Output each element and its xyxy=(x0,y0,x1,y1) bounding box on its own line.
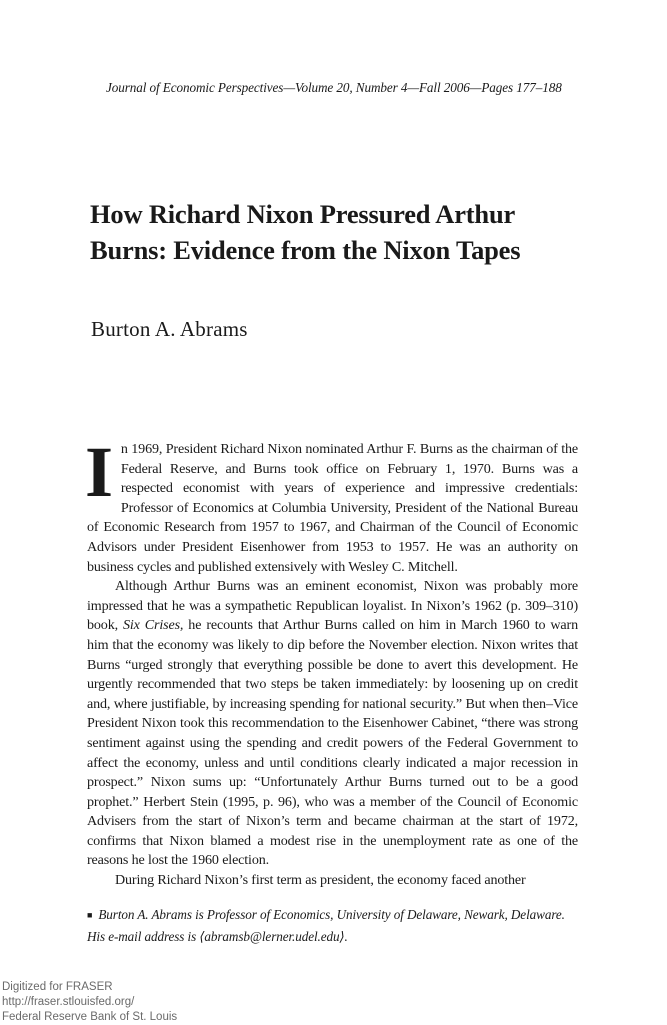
running-head: Journal of Economic Perspectives—Volume 20, Number 4—Fall 2006—Pages 177–188 xyxy=(106,80,562,95)
digitized-line-1: Digitized for FRASER xyxy=(2,981,113,993)
footnote-bullet-icon: ■ xyxy=(87,910,93,920)
footnote-text: Burton A. Abrams is Professor of Economics, University of Delaware, Newark, Delaware. His e-mail address is ⟨abramsb@lerner.udel.edu⟩. xyxy=(87,907,565,944)
paragraph-1 xyxy=(85,432,578,577)
paragraph-1-text: n 1969, President Richard Nixon nominated Arthur F. Burns as the chairman of the Federal Reserve, and Burns took office on February 1, 1970. Burns was a respected economist with years of experience and impressive credentials: Professor of Economics at Columbia University, President of the National Bureau of Economic Research from 1957 to 1967, and Chairman of the Council of Economic Advisors under President Eisenhower from 1953 to 1957. He was an authority on business cycles and published extensively with Wesley C. Mitchell. xyxy=(87,441,578,575)
author-footnote xyxy=(87,904,578,947)
article-title: How Richard Nixon Pressured Arthur Burns: Evidence from the Nixon Tapes xyxy=(90,199,521,265)
digitized-line-3: Federal Reserve Bank of St. Louis xyxy=(2,1011,178,1023)
paragraph-2-text-a: Although Arthur Burns was an eminent economist, Nixon was probably more impressed that he was a sympathetic Republican loyalist. In Nixon’s 1962 (p. 309–310) book, xyxy=(87,578,578,634)
author-name: Burton A. Abrams xyxy=(91,317,248,341)
paragraph-2-text-b: he recounts that Arthur Burns called on him in March 1960 to warn him that the economy was likely to dip before the November election. Nixon writes that Burns “urged strongly that everything possible be done to avert this development. He urgently recommended that two steps be taken immediately: by loosening up on credit and, where justifiable, by increasing spending for national security.” But when then–Vice President Nixon took this recommendation to the Eisenhower Cabinet, “there was strong sentiment against using the spending and credit powers of the Federal Government to affect the economy, unless and until conditions clearly indicated a major recession in prospect.” Nixon sums up: “Unfortunately Arthur Burns turned out to be a good prophet.” Herbert Stein (1995, p. 96), who was a member of the Council of Economic Advisers from the start of Nixon’s term and became chairman at the start of 1972, confirms that Nixon blamed a modest rise in the unemployment rate as one of the reasons he lost the 1960 election. xyxy=(87,617,578,869)
digitized-watermark xyxy=(2,980,177,1025)
digitized-line-2: http://fraser.stlouisfed.org/ xyxy=(2,996,135,1008)
paragraph-3: During Richard Nixon’s first term as president, the economy faced another xyxy=(115,872,526,889)
drop-cap: I xyxy=(85,432,113,512)
paragraph-2 xyxy=(87,577,578,871)
book-title: Six Crises, xyxy=(122,617,184,634)
article-body xyxy=(85,432,578,891)
